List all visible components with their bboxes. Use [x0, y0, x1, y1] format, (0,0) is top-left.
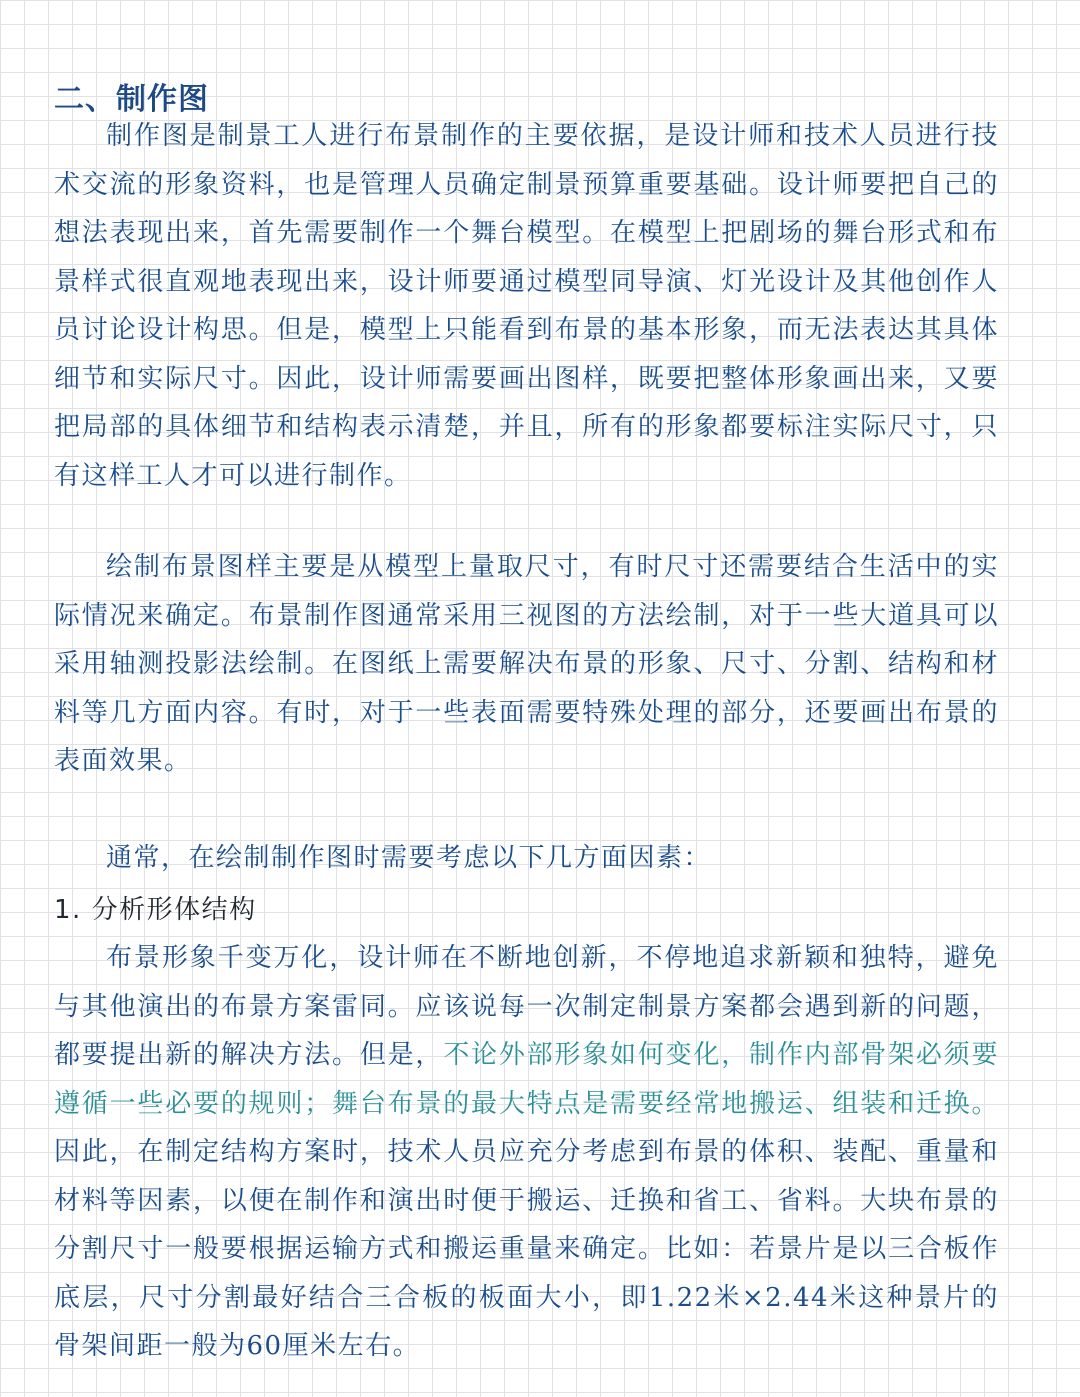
paragraph-factors-intro: 通常，在绘制制作图时需要考虑以下几方面因素：: [106, 843, 712, 873]
paragraph-drawing-method: 绘制布景图样主要是从模型上量取尺寸，有时尺寸还需要结合生活中的实际情况来确定。布景制作图通常采用三视图的方法绘制，对于一些大道具可以采用轴测投影法绘制。在图纸上需要解决布景的形象、尺寸、分割、结构和材料等几方面内容。有时，对于一些表面需要特殊处理的部分，还要画出布景的表面效果。: [54, 552, 999, 776]
paragraph-production-drawing-intro: 制作图是制景工人进行布景制作的主要依据，是设计师和技术人员进行技术交流的形象资料，也是管理人员确定制景预算重要基础。设计师要把自己的想法表现出来，首先需要制作一个舞台模型。在模型上把剧场的舞台形式和布景样式很直观地表现出来，设计师要通过模型同导演、灯光设计及其他创作人员讨论设计构思。但是，模型上只能看到布景的基本形象，而无法表达其具体细节和实际尺寸。因此，设计师需要画出图样，既要把整体形象画出来，又要把局部的具体细节和结构表示清楚，并且，所有的形象都要标注实际尺寸，只有这样工人才可以进行制作。: [54, 121, 999, 491]
sub-heading-structure-analysis: 1. 分析形体结构: [54, 895, 257, 925]
paragraph-structure-analysis: [54, 934, 999, 1371]
paragraph-text-after-highlight: 因此，在制定结构方案时，技术人员应充分考虑到布景的体积、装配、重量和材料等因素，以便在制作和演出时便于搬运、迁换和省工、省料。大块布景的分割尺寸一般要根据运输方式和搬运重量来确定。比如：若景片是以三合板作底层，尺寸分割最好结合三合板的板面大小，即1.22米×2.44米这种景片的骨架间距一般为60厘米左右。: [54, 1137, 999, 1361]
paragraph-text-before-highlight: 布景形象千变万化，设计师在不断地创新，不停地追求新颖和独特，避免与其他演出的布景方案雷同。应该说每一次制定制景方案都会遇到新的问题，都要提出新的解决方法。但是，: [54, 943, 999, 1070]
highlighted-text: 不论外部形象如何变化，制作内部骨架必须要遵循一些必要的规则；舞台布景的最大特点是需要经常地搬运、组装和迁换。: [54, 1040, 999, 1119]
section-heading: 二、制作图: [54, 82, 209, 117]
